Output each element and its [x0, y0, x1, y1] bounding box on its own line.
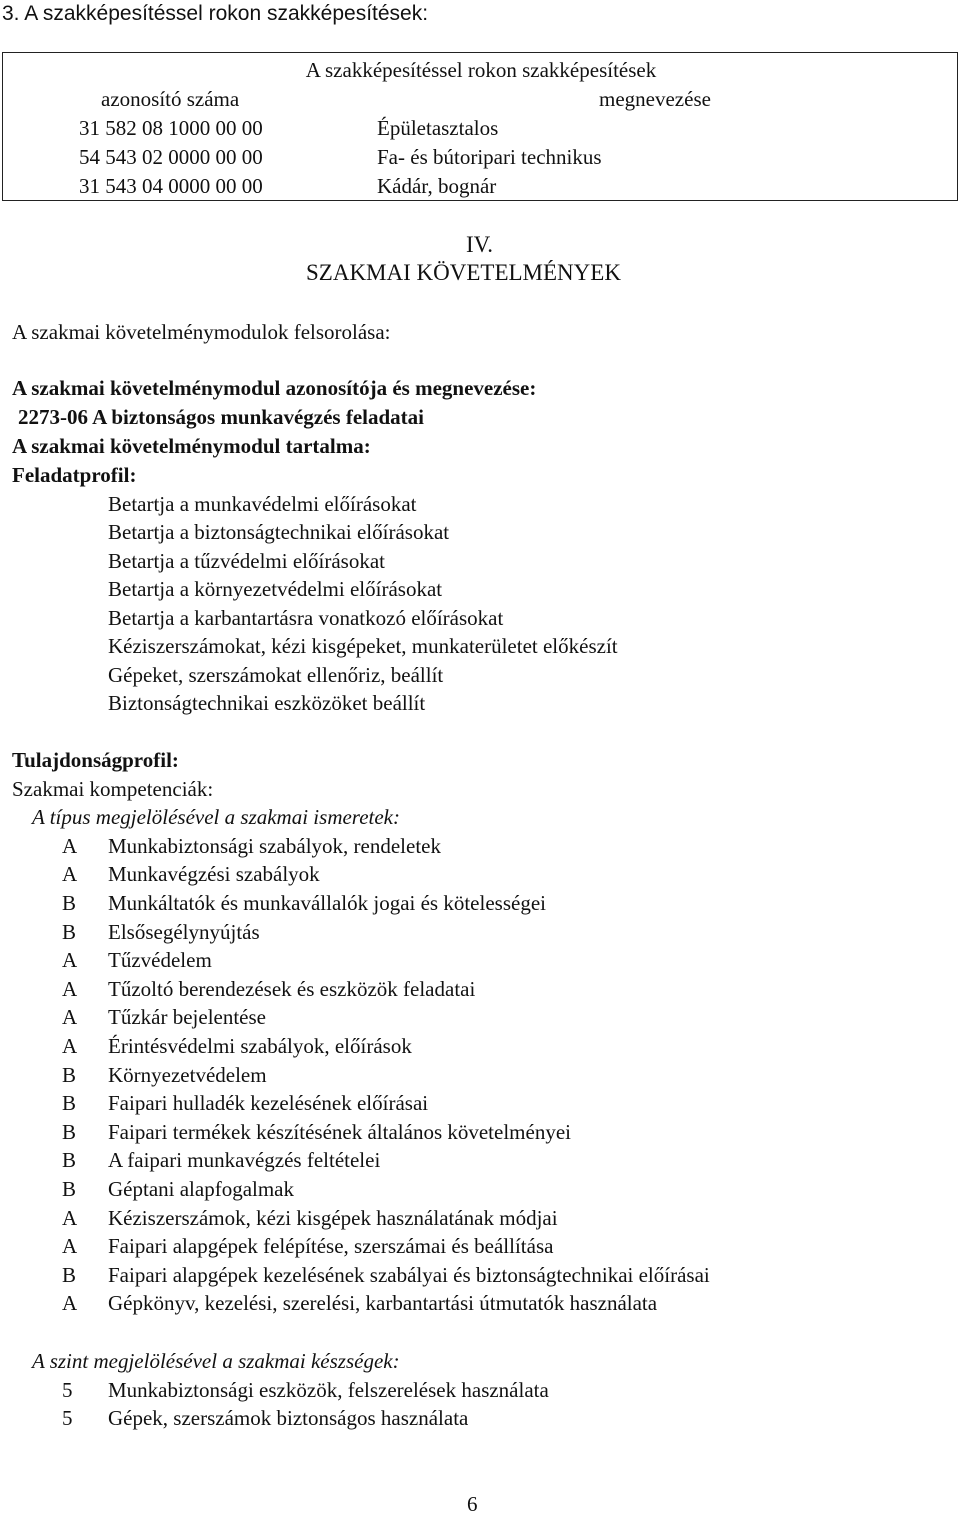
knowledge-text: Géptani alapfogalmak — [108, 1177, 295, 1201]
task-text: Betartja a környezetvédelmi előírásokat — [108, 577, 443, 601]
knowledge-text: Faipari alapgépek felépítése, szerszámai és beállítása — [108, 1234, 554, 1258]
knowledge-text: Környezetvédelem — [108, 1063, 267, 1087]
knowledge-text: Munkavégzési szabályok — [108, 862, 320, 886]
table-cell-name: Fa- és bútoripari technikus — [377, 145, 602, 169]
table-header-id: azonosító száma — [101, 87, 240, 111]
task-text: Gépeket, szerszámokat ellenőriz, beállít — [108, 663, 444, 687]
knowledge-text: Faipari hulladék kezelésének előírásai — [108, 1091, 429, 1115]
knowledge-type: A — [62, 948, 78, 972]
task-text: Biztonságtechnikai eszközöket beállít — [108, 691, 426, 715]
knowledge-text: Elsősegélynyújtás — [108, 920, 260, 944]
table-header-name: megnevezése — [599, 87, 711, 111]
knowledge-text: Kéziszerszámok, kézi kisgépek használatának módjai — [108, 1206, 558, 1230]
task-text: Betartja a karbantartásra vonatkozó előírásokat — [108, 606, 504, 630]
knowledge-text: Faipari alapgépek kezelésének szabályai és biztonságtechnikai előírásai — [108, 1263, 710, 1287]
table-cell-name: Kádár, bognár — [377, 174, 497, 198]
chapter-number: IV. — [466, 232, 494, 257]
competencies-heading: Szakmai kompetenciák: — [12, 777, 214, 801]
knowledge-text: A faipari munkavégzés feltételei — [108, 1148, 381, 1172]
knowledge-type: A — [62, 1234, 78, 1258]
property-profile-heading: Tulajdonságprofil: — [12, 748, 179, 772]
knowledge-type: A — [62, 1206, 78, 1230]
knowledge-text: Érintésvédelmi szabályok, előírások — [108, 1034, 412, 1058]
knowledge-type: B — [62, 1063, 77, 1087]
knowledge-type: A — [62, 977, 78, 1001]
knowledge-text: Faipari termékek készítésének általános követelményei — [108, 1120, 571, 1144]
task-text: Betartja a munkavédelmi előírásokat — [108, 492, 417, 516]
page-number: 6 — [467, 1492, 478, 1516]
knowledge-type: B — [62, 891, 77, 915]
knowledge-type: B — [62, 1177, 77, 1201]
knowledge-type: A — [62, 1005, 78, 1029]
knowledge-text: Munkáltatók és munkavállalók jogai és kötelességei — [108, 891, 546, 915]
knowledge-type: B — [62, 920, 77, 944]
knowledge-text: Tűzkár bejelentése — [108, 1005, 266, 1029]
table-cell-id: 31 582 08 1000 00 00 — [79, 116, 263, 140]
task-text: Betartja a tűzvédelmi előírásokat — [108, 549, 385, 573]
skill-text: Munkabiztonsági eszközök, felszerelések használata — [108, 1378, 549, 1402]
section-heading: 3. A szakképesítéssel rokon szakképesítések: — [2, 2, 429, 25]
knowledge-type: B — [62, 1091, 77, 1115]
skills-heading: A szint megjelölésével a szakmai készségek: — [32, 1349, 400, 1373]
modules-list-heading: A szakmai követelménymodulok felsorolása: — [12, 320, 391, 344]
knowledge-type: B — [62, 1263, 77, 1287]
task-profile-heading: Feladatprofil: — [12, 463, 137, 487]
skill-level: 5 — [62, 1406, 73, 1430]
knowledge-text: Tűzoltó berendezések és eszközök feladatai — [108, 977, 476, 1001]
knowledge-text: Gépkönyv, kezelési, szerelési, karbantartási útmutatók használata — [108, 1291, 658, 1315]
knowledge-type: A — [62, 834, 78, 858]
skill-level: 5 — [62, 1378, 73, 1402]
module-content-heading: A szakmai követelménymodul tartalma: — [12, 434, 371, 458]
knowledge-text: Munkabiztonsági szabályok, rendeletek — [108, 834, 441, 858]
skill-text: Gépek, szerszámok biztonságos használata — [108, 1406, 469, 1430]
knowledge-heading: A típus megjelölésével a szakmai ismeretek: — [32, 805, 400, 829]
knowledge-text: Tűzvédelem — [108, 948, 212, 972]
chapter-title: SZAKMAI KÖVETELMÉNYEK — [306, 260, 621, 285]
knowledge-type: A — [62, 1034, 78, 1058]
module-id-heading: A szakmai követelménymodul azonosítója és megnevezése: — [12, 376, 537, 400]
knowledge-type: A — [62, 1291, 78, 1315]
table-cell-id: 31 543 04 0000 00 00 — [79, 174, 263, 198]
table-cell-name: Épületasztalos — [377, 116, 499, 140]
knowledge-type: B — [62, 1148, 77, 1172]
task-text: Kéziszerszámokat, kézi kisgépeket, munkaterületet előkészít — [108, 634, 618, 658]
table-row — [3, 172, 957, 201]
related-qualifications-table — [2, 52, 958, 201]
table-row — [3, 114, 957, 143]
table-row — [3, 143, 957, 172]
knowledge-type: A — [62, 862, 78, 886]
module-id-value: 2273-06 A biztonságos munkavégzés feladatai — [18, 405, 425, 429]
table-caption: A szakképesítéssel rokon szakképesítések — [305, 58, 657, 82]
task-text: Betartja a biztonságtechnikai előírásokat — [108, 520, 450, 544]
knowledge-type: B — [62, 1120, 77, 1144]
table-cell-id: 54 543 02 0000 00 00 — [79, 145, 263, 169]
